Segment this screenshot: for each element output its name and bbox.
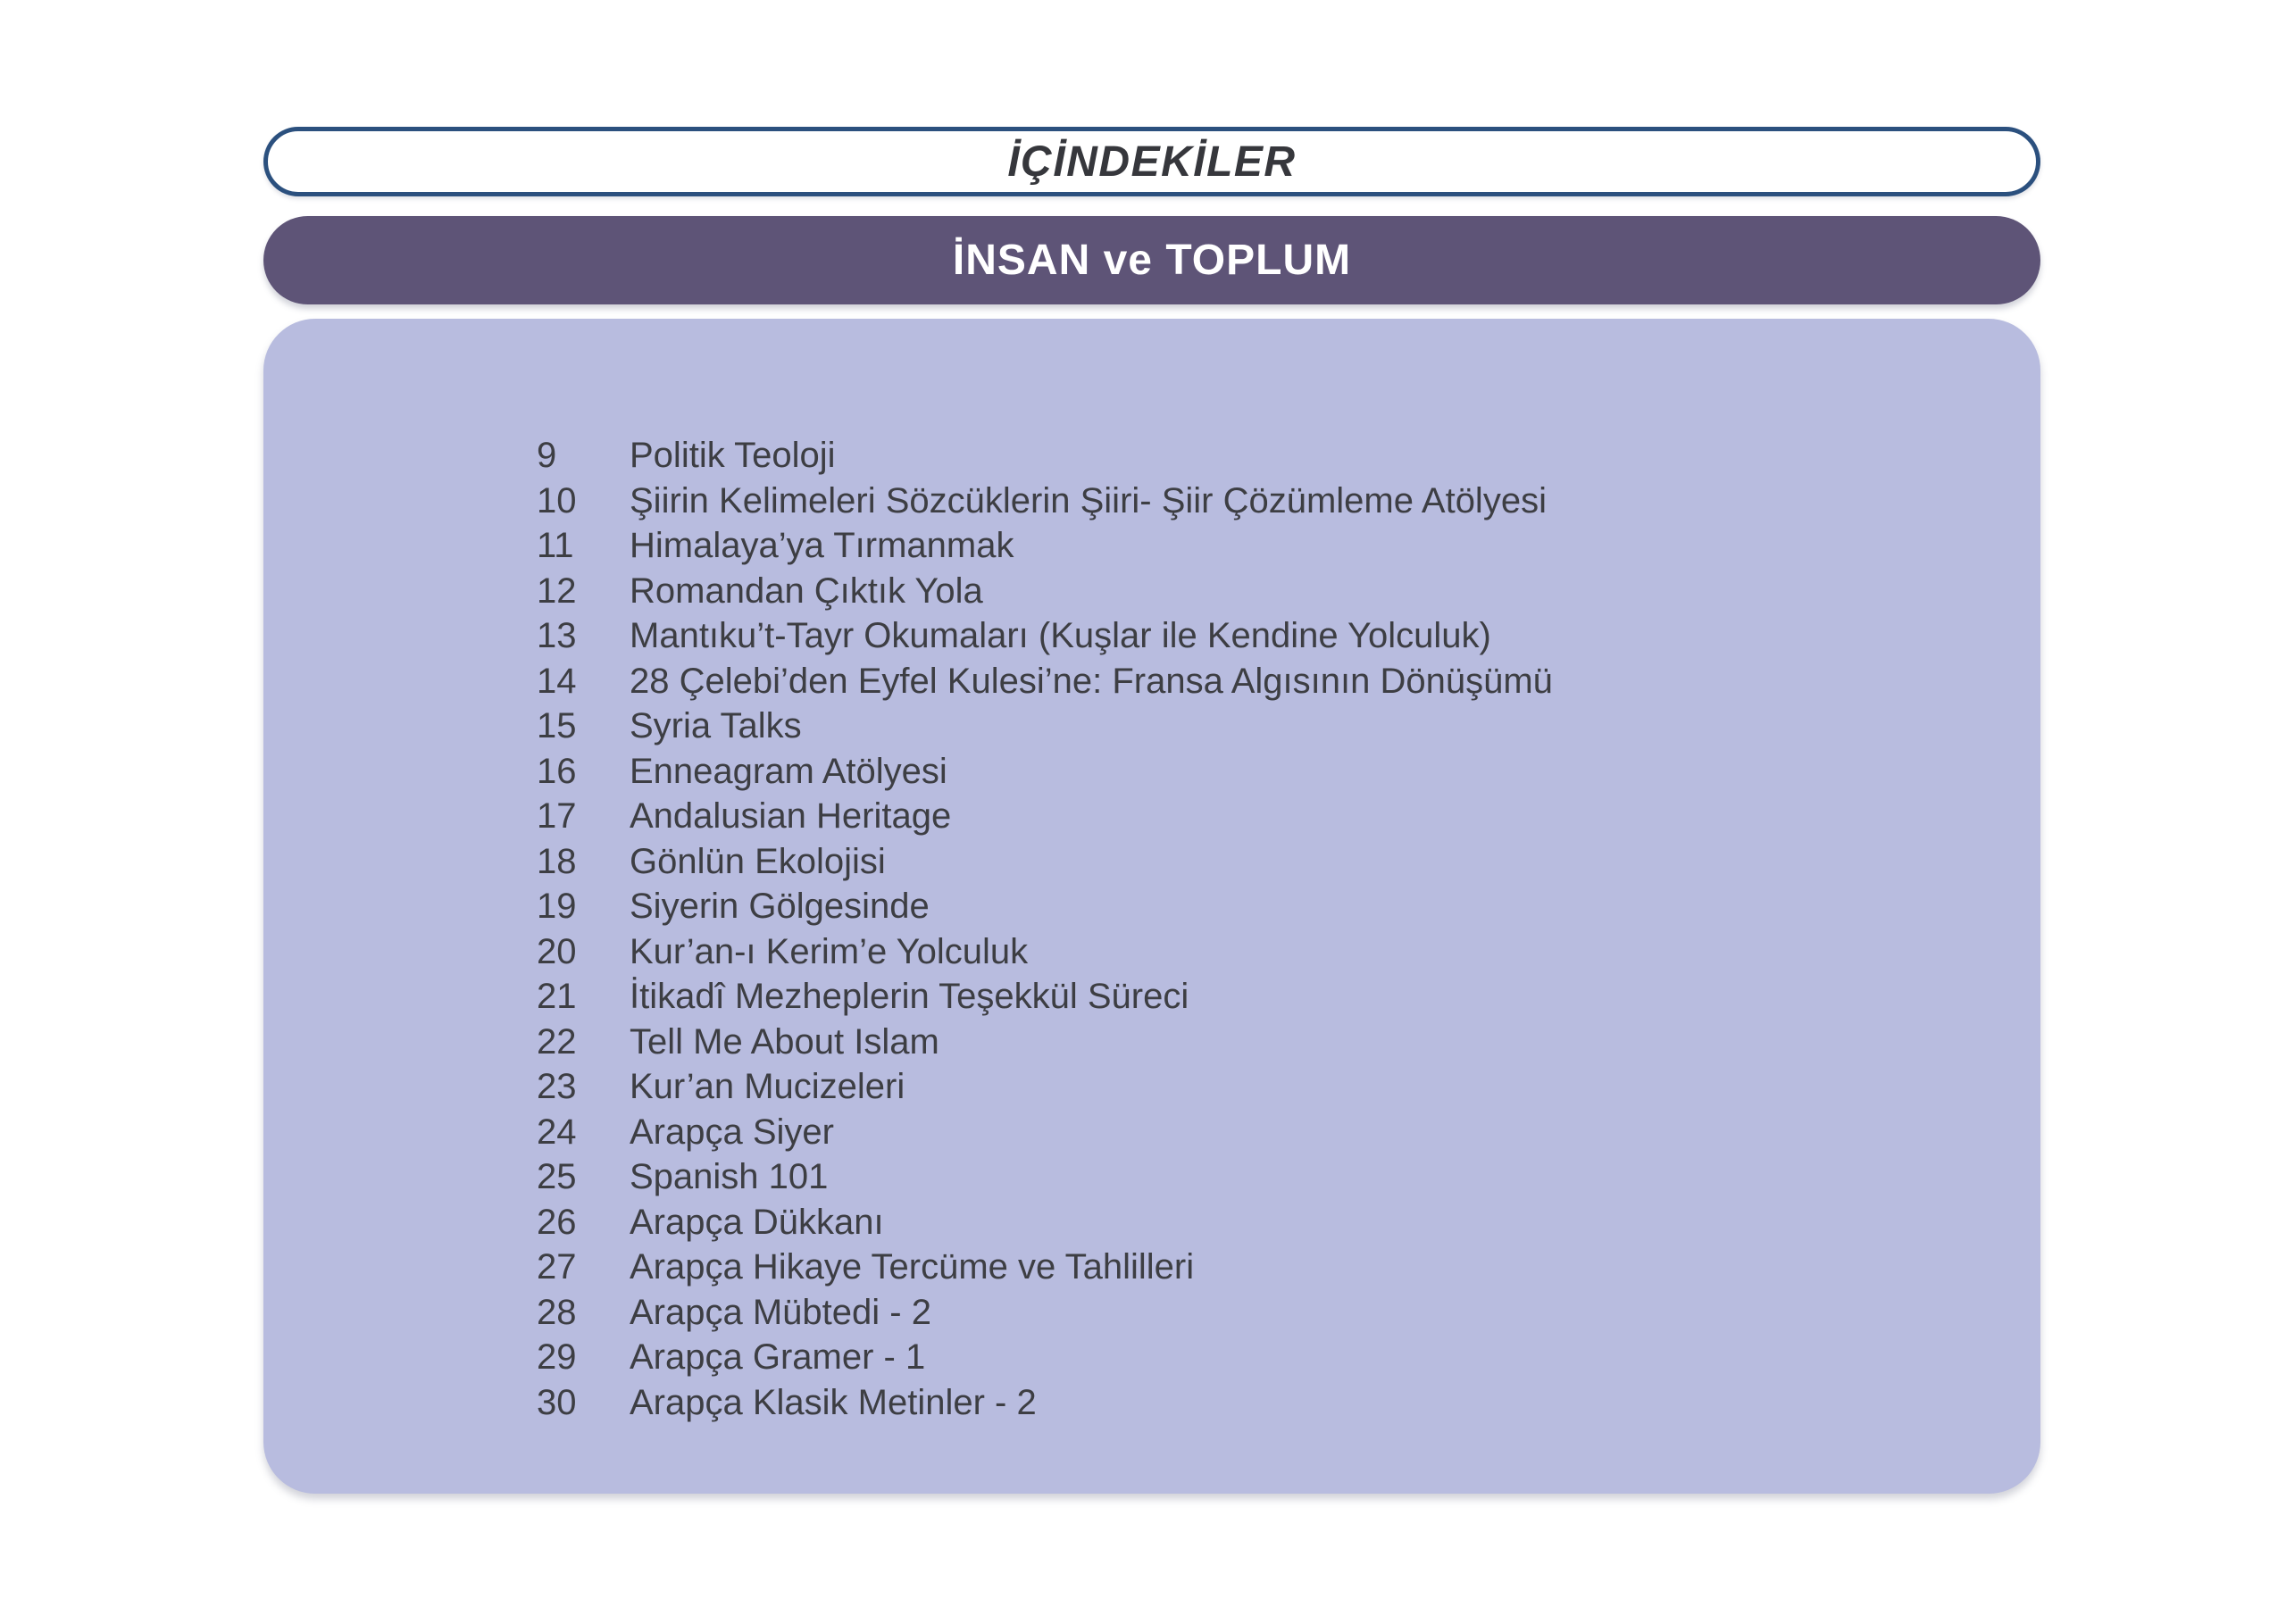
toc-page-number: 9 bbox=[537, 436, 557, 475]
toc-item-title: Arapça Klasik Metinler - 2 bbox=[630, 1382, 1037, 1422]
toc-page-number: 17 bbox=[537, 796, 577, 836]
toc-item-title: İtikadî Mezheplerin Teşekkül Süreci bbox=[630, 977, 1189, 1016]
toc-row[interactable] bbox=[537, 749, 1553, 795]
toc-page-number: 18 bbox=[537, 841, 577, 881]
toc-item-title: Enneagram Atölyesi bbox=[630, 751, 947, 791]
toc-row[interactable] bbox=[537, 794, 1553, 839]
toc-row[interactable] bbox=[537, 1245, 1553, 1290]
toc-item-title: 28 Çelebi’den Eyfel Kulesi’ne: Fransa Algısının Dönüşümü bbox=[630, 661, 1553, 701]
toc-row[interactable] bbox=[537, 1064, 1553, 1110]
toc-row[interactable] bbox=[537, 659, 1553, 704]
toc-page-number: 27 bbox=[537, 1247, 577, 1287]
toc-page-number: 12 bbox=[537, 570, 577, 611]
toc-row[interactable] bbox=[537, 1200, 1553, 1245]
toc-page-number: 11 bbox=[537, 526, 574, 565]
toc-page-number: 14 bbox=[537, 661, 577, 701]
toc-page-number: 26 bbox=[537, 1202, 577, 1242]
toc-row[interactable] bbox=[537, 1110, 1553, 1155]
toc-item-title: Arapça Hikaye Tercüme ve Tahlilleri bbox=[630, 1247, 1195, 1287]
toc-item-title: Spanish 101 bbox=[630, 1157, 829, 1196]
toc-item-title: Arapça Siyer bbox=[630, 1112, 834, 1152]
toc-row[interactable] bbox=[537, 613, 1553, 659]
toc-row[interactable] bbox=[537, 523, 1553, 569]
toc-page-number: 24 bbox=[537, 1112, 577, 1152]
toc-row[interactable] bbox=[537, 929, 1553, 975]
toc-item-title: Andalusian Heritage bbox=[630, 796, 952, 836]
toc-row[interactable] bbox=[537, 704, 1553, 749]
section-title: İNSAN ve TOPLUM bbox=[952, 237, 1352, 284]
toc-page-number: 25 bbox=[537, 1157, 577, 1196]
toc-page-number: 28 bbox=[537, 1292, 577, 1332]
toc-item-title: Siyerin Gölgesinde bbox=[630, 887, 930, 926]
toc-row[interactable] bbox=[537, 884, 1553, 929]
toc-item-title: Syria Talks bbox=[630, 706, 802, 745]
toc-page-number: 16 bbox=[537, 751, 577, 791]
toc-item-title: Şiirin Kelimeleri Sözcüklerin Şiiri- Şiir Çözümleme Atölyesi bbox=[630, 480, 1547, 521]
toc-item-title: Politik Teoloji bbox=[630, 436, 836, 475]
toc-row[interactable] bbox=[537, 569, 1553, 614]
toc-page-number: 22 bbox=[537, 1021, 577, 1062]
page-title: İÇİNDEKİLER bbox=[1007, 137, 1297, 186]
toc-row[interactable] bbox=[537, 479, 1553, 524]
toc-item-title: Gönlün Ekolojisi bbox=[630, 841, 886, 881]
toc-item-title: Himalaya’ya Tırmanmak bbox=[630, 526, 1014, 565]
toc-item-title: Arapça Gramer - 1 bbox=[630, 1337, 926, 1377]
toc-page-number: 19 bbox=[537, 887, 577, 926]
toc-row[interactable] bbox=[537, 974, 1553, 1020]
toc-page-number: 29 bbox=[537, 1337, 577, 1377]
section-banner bbox=[263, 216, 2040, 304]
toc-item-title: Kur’an-ı Kerim’e Yolculuk bbox=[630, 931, 1029, 971]
toc-row[interactable] bbox=[537, 1154, 1553, 1200]
toc-row[interactable] bbox=[537, 839, 1553, 885]
toc-row[interactable] bbox=[537, 1380, 1553, 1426]
toc-page-number: 10 bbox=[537, 480, 577, 521]
toc-item-title: Kur’an Mucizeleri bbox=[630, 1067, 905, 1106]
toc-item-title: Arapça Dükkanı bbox=[630, 1202, 884, 1242]
toc-page-number: 23 bbox=[537, 1067, 577, 1106]
toc-page-number: 21 bbox=[537, 977, 577, 1016]
toc-row[interactable] bbox=[537, 1290, 1553, 1336]
toc-page-number: 15 bbox=[537, 706, 577, 745]
toc-row[interactable] bbox=[537, 433, 1553, 479]
page-title-box bbox=[263, 127, 2040, 196]
toc-item-title: Arapça Mübtedi - 2 bbox=[630, 1292, 931, 1332]
toc-list bbox=[537, 433, 1553, 1425]
toc-page-number: 13 bbox=[537, 616, 577, 655]
toc-item-title: Romandan Çıktık Yola bbox=[630, 570, 983, 611]
toc-item-title: Tell Me About Islam bbox=[630, 1021, 939, 1062]
toc-page-number: 30 bbox=[537, 1382, 577, 1422]
toc-page-number: 20 bbox=[537, 931, 577, 971]
toc-item-title: Mantıku’t-Tayr Okumaları (Kuşlar ile Kendine Yolculuk) bbox=[630, 616, 1491, 655]
toc-row[interactable] bbox=[537, 1335, 1553, 1380]
toc-row[interactable] bbox=[537, 1020, 1553, 1065]
